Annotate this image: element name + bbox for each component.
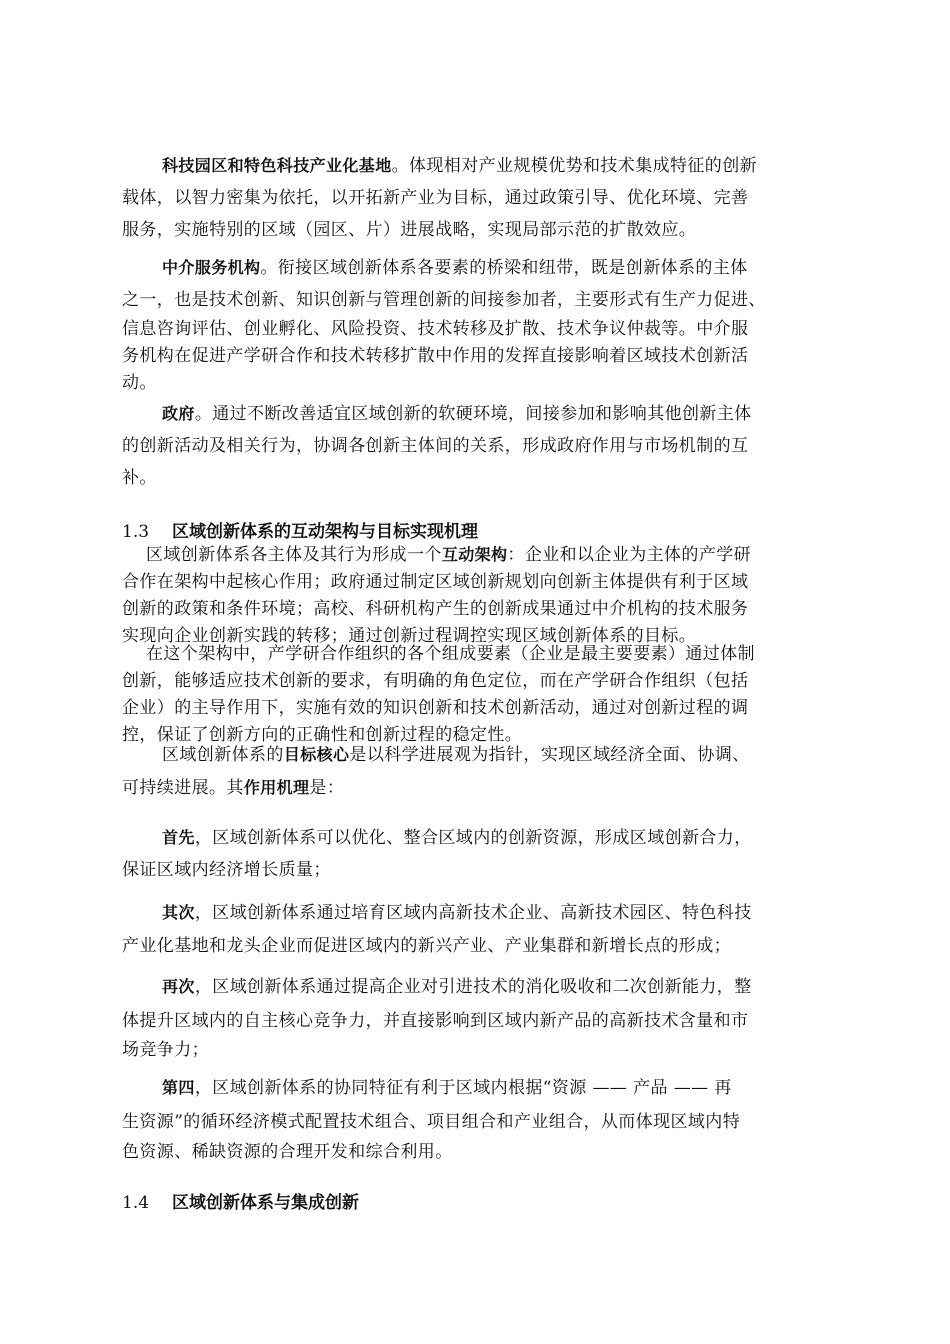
text-line: 区域创新体系各主体及其行为形成一个互动架构：企业和以企业为主体的产学研 xyxy=(146,545,752,565)
text-line: 生资源”的循环经济模式配置技术组合、项目组合和产业组合，从而体现区域内特 xyxy=(122,1112,741,1132)
paragraph-intermediary xyxy=(122,252,834,397)
section-number: 1.4 xyxy=(122,1193,150,1213)
text-line: 务机构在促进产学研合作和技术转移扩散中作用的发挥直接影响着区域技术创新活 xyxy=(122,346,749,366)
text-line: 体提升区域内的自主核心竞争力，并直接影响到区域内新产品的高新技术含量和市 xyxy=(122,1011,749,1031)
text-line: 色资源、稀缺资源的合理开发和综合利用。 xyxy=(122,1142,453,1162)
paragraph-government xyxy=(122,398,834,494)
text-line: 其次，区域创新体系通过培育区域内高新技术企业、高新技术园区、特色科技 xyxy=(162,903,752,923)
text-line: 保证区域内经济增长质量； xyxy=(122,860,331,880)
section-heading-1-4 xyxy=(122,1188,359,1213)
bold-term: 再次 xyxy=(162,977,195,996)
paragraph-mechanism-third xyxy=(122,970,834,1062)
text-line: 之一，也是技术创新、知识创新与管理创新的间接参加者，主要形式有生产力促进、 xyxy=(122,290,766,310)
text-line: 政府。通过不断改善适宜区域创新的软硬环境，间接参加和影响其他创新主体 xyxy=(162,404,752,424)
section-heading-1-3 xyxy=(122,517,478,542)
bold-term: 科技园区和特色科技产业化基地 xyxy=(162,156,392,175)
paragraph-interaction-framework xyxy=(122,541,834,650)
text-line: 信息咨询评估、创业孵化、风险投资、技术转移及扩散、技术争议仲裁等。中介服 xyxy=(122,319,749,339)
text-line: 科技园区和特色科技产业化基地。体现相对产业规模优势和技术集成特征的创新 xyxy=(162,156,758,176)
paragraph-science-parks xyxy=(122,150,834,246)
bold-term: 作用机理 xyxy=(243,778,310,797)
bold-term: 互动架构 xyxy=(441,545,508,564)
text-line: 补。 xyxy=(122,468,157,488)
bold-term: 政府 xyxy=(162,404,195,423)
text-line: 场竞争力； xyxy=(122,1040,209,1060)
text-line: 的创新活动及相关行为，协调各创新主体间的关系，形成政府作用与市场机制的互 xyxy=(122,436,749,456)
text-line: 首先，区域创新体系可以优化、整合区域内的创新资源，形成区域创新合力， xyxy=(162,828,752,848)
text-line: 服务，实施特别的区域（园区、片）进展战略，实现局部示范的扩散效应。 xyxy=(122,220,697,240)
text-line: 企业）的主导作用下，实施有效的知识创新和技术创新活动，通过对创新过程的调 xyxy=(122,698,749,718)
text-line: 区域创新体系的目标核心是以科学进展观为指针，实现区域经济全面、协调、 xyxy=(162,745,750,765)
bold-term: 其次 xyxy=(162,903,195,922)
text-line: 产业化基地和龙头企业而促进区域内的新兴产业、产业集群和新增长点的形成； xyxy=(122,936,731,956)
text-line: 再次，区域创新体系通过提高企业对引进技术的消化吸收和二次创新能力，整 xyxy=(162,977,752,997)
section-number: 1.3 xyxy=(122,522,150,542)
paragraph-framework-detail xyxy=(122,641,834,749)
text-line: 创新，能够适应技术创新的要求，有明确的角色定位，而在产学研合作组织（包括 xyxy=(122,671,749,691)
text-line: 创新的政策和条件环境；高校、科研机构产生的创新成果通过中介机构的技术服务 xyxy=(122,599,749,619)
text-line: 第四，区域创新体系的协同特征有利于区域内根据“资源 —— 产品 —— 再 xyxy=(162,1078,732,1098)
section-title: 区域创新体系的互动架构与目标实现机理 xyxy=(172,522,478,542)
text-line: 可持续进展。其作用机理是： xyxy=(122,778,345,798)
text-line: 实现向企业创新实践的转移；通过创新过程调控实现区域创新体系的目标。 xyxy=(122,626,697,646)
text-line: 载体，以智力密集为依托，以开拓新产业为目标，通过政策引导、优化环境、完善 xyxy=(122,188,749,208)
text-line: 中介服务机构。衔接区域创新体系各要素的桥梁和纽带，既是创新体系的主体 xyxy=(162,258,748,278)
text-line: 合作在架构中起核心作用；政府通过制定区域创新规划向创新主体提供有利于区域 xyxy=(122,572,749,592)
paragraph-mechanism-fourth xyxy=(122,1071,834,1165)
paragraph-target-core xyxy=(122,738,834,804)
text-line: 动。 xyxy=(122,373,157,393)
section-title: 区域创新体系与集成创新 xyxy=(172,1193,359,1213)
text-line: 在这个架构中，产学研合作组织的各个组成要素（企业是最主要要素）通过体制 xyxy=(146,644,755,664)
paragraph-mechanism-second xyxy=(122,896,834,962)
bold-term: 首先 xyxy=(162,828,195,847)
bold-term: 中介服务机构 xyxy=(162,258,261,277)
bold-term: 第四 xyxy=(162,1078,195,1097)
bold-term: 目标核心 xyxy=(283,745,350,764)
text-line: 控，保证了创新方向的正确性和创新过程的稳定性。 xyxy=(122,725,523,745)
paragraph-mechanism-first xyxy=(122,822,834,886)
